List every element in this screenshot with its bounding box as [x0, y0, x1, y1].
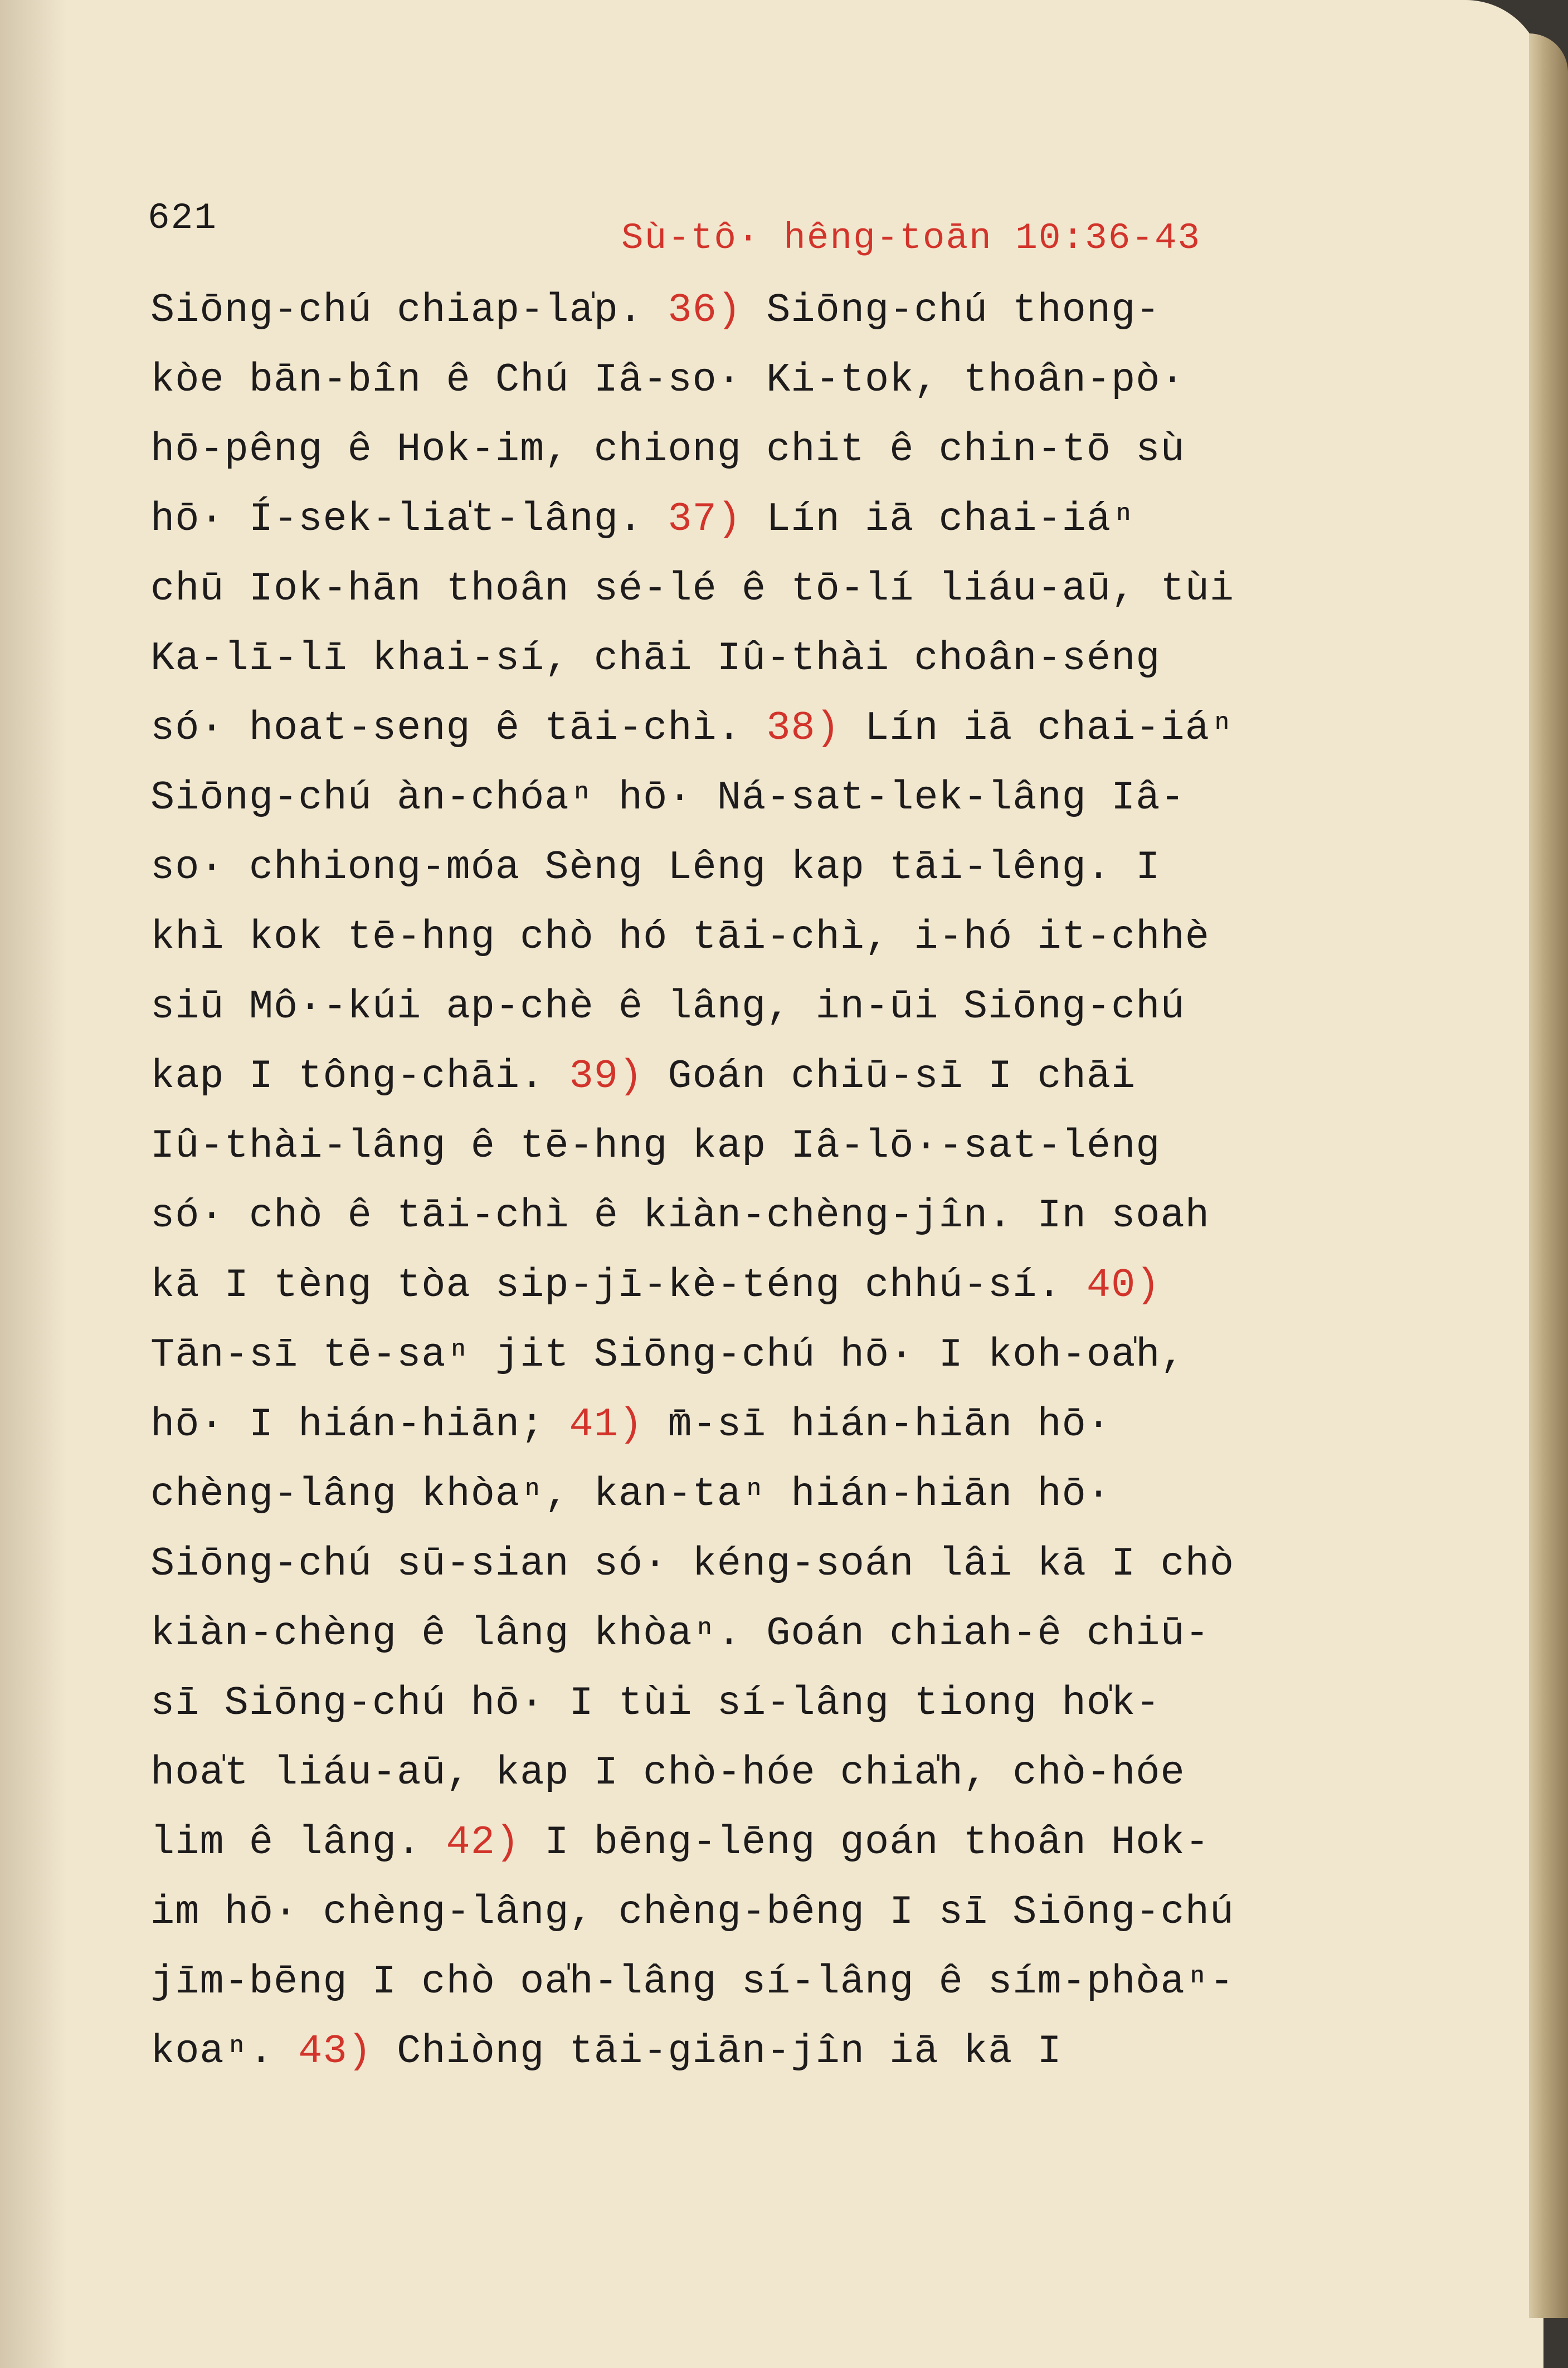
text-line [150, 415, 1404, 485]
text-line [150, 1878, 1404, 1947]
verse-text: só· hoat-seng ê tāi-chì. [150, 705, 767, 751]
verse-text: m̄-sī hián-hiān hō· [643, 1402, 1112, 1448]
verse-text: Siōng-chú sū-sian só· kéng-soán lâi kā I chò [150, 1541, 1235, 1587]
verse-text: kap I tông-chāi. [150, 1054, 569, 1099]
page-number: 621 [148, 197, 217, 239]
verse-text: koaⁿ. [150, 2029, 299, 2074]
verse-text: Siōng-chú thong- [741, 288, 1161, 333]
gutter-shadow [0, 0, 67, 2368]
verse-text: jīm-bēng I chò oa̍h-lâng sí-lâng ê sím-phòaⁿ- [150, 1959, 1235, 2005]
text-line [150, 694, 1404, 763]
verse-text: im hō· chèng-lâng, chèng-bêng I sī Siōng-chú [150, 1889, 1235, 1935]
verse-text: siū Mô·-kúi ap-chè ê lâng, in-ūi Siōng-chú [150, 984, 1185, 1030]
verse-number: 37) [668, 496, 742, 542]
text-line [150, 1529, 1404, 1599]
verse-text: Siōng-chú àn-chóaⁿ hō· Ná-sat-lek-lâng Iâ- [150, 775, 1185, 821]
verse-text: hō· Í-sek-lia̍t-lâng. [150, 496, 668, 542]
verse-text: kā I tèng tòa sip-jī-kè-téng chhú-sí. [150, 1263, 1087, 1308]
text-line [150, 276, 1404, 345]
verse-number: 38) [766, 705, 840, 751]
text-line [150, 1181, 1404, 1251]
verse-text: kòe bān-bîn ê Chú Iâ-so· Ki-tok, thoân-pò· [150, 357, 1185, 403]
text-line [150, 833, 1404, 903]
verse-text: Lín iā chai-iáⁿ [840, 705, 1235, 751]
verse-text: I bēng-lēng goán thoân Hok- [520, 1820, 1210, 1865]
verse-text: hō-pêng ê Hok-im, chiong chit ê chin-tō sù [150, 427, 1185, 472]
verse-text: Chiòng tāi-giān-jîn iā kā I [372, 2029, 1062, 2074]
text-line [150, 1321, 1404, 1390]
verse-text: hoa̍t liáu-aū, kap I chò-hóe chia̍h, chò-hóe [150, 1750, 1185, 1796]
verse-text: lim ê lâng. [150, 1820, 446, 1865]
text-line [150, 972, 1404, 1042]
text-line [150, 1390, 1404, 1460]
verse-text: Ka-lī-lī khai-sí, chāi Iû-thài choân-séng [150, 636, 1161, 681]
verse-number: 36) [668, 288, 742, 333]
verse-text: kiàn-chèng ê lâng khòaⁿ. Goán chiah-ê chiū- [150, 1611, 1210, 1656]
verse-number: 42) [446, 1820, 520, 1865]
page-edge [1529, 33, 1568, 2318]
body-text [150, 276, 1404, 2087]
verse-text: chū Iok-hān thoân sé-lé ê tō-lí liáu-aū, tùi [150, 566, 1235, 612]
text-line [150, 1599, 1404, 1669]
text-line [150, 1947, 1404, 2017]
verse-text: Siōng-chú chiap-la̍p. [150, 288, 668, 333]
verse-number: 43) [298, 2029, 372, 2074]
text-line [150, 345, 1404, 415]
text-line [150, 1251, 1404, 1321]
verse-number: 39) [569, 1054, 644, 1099]
verse-text: khì kok tē-hng chò hó tāi-chì, i-hó it-chhè [150, 914, 1210, 960]
verse-number: 40) [1086, 1263, 1161, 1308]
verse-text: chèng-lâng khòaⁿ, kan-taⁿ hián-hiān hō· [150, 1472, 1112, 1517]
text-line [150, 1042, 1404, 1112]
running-title: Sù-tô· hêng-toān 10:36-43 [621, 217, 1201, 259]
text-line [150, 1738, 1404, 1808]
verse-text: so· chhiong-móa Sèng Lêng kap tāi-lêng. I [150, 845, 1161, 890]
text-line [150, 1112, 1404, 1181]
text-line [150, 1808, 1404, 1878]
verse-text: só· chò ê tāi-chì ê kiàn-chèng-jîn. In soah [150, 1193, 1210, 1239]
verse-number: 41) [569, 1402, 644, 1448]
verse-text: hō· I hián-hiān; [150, 1402, 569, 1448]
text-line [150, 903, 1404, 972]
text-line [150, 1460, 1404, 1529]
verse-text: sī Siōng-chú hō· I tùi sí-lâng tiong ho̍k- [150, 1680, 1161, 1726]
text-line [150, 763, 1404, 833]
verse-text: Iû-thài-lâng ê tē-hng kap Iâ-lō·-sat-léng [150, 1123, 1161, 1169]
verse-text: Goán chiū-sī I chāi [643, 1054, 1136, 1099]
page-header [125, 184, 1351, 262]
text-line [150, 485, 1404, 554]
text-line [150, 554, 1404, 624]
verse-text: Lín iā chai-iáⁿ [741, 496, 1136, 542]
text-line [150, 2017, 1404, 2087]
verse-text: Tān-sī tē-saⁿ jit Siōng-chú hō· I koh-oa̍h, [150, 1332, 1185, 1378]
text-line [150, 624, 1404, 694]
text-line [150, 1669, 1404, 1738]
